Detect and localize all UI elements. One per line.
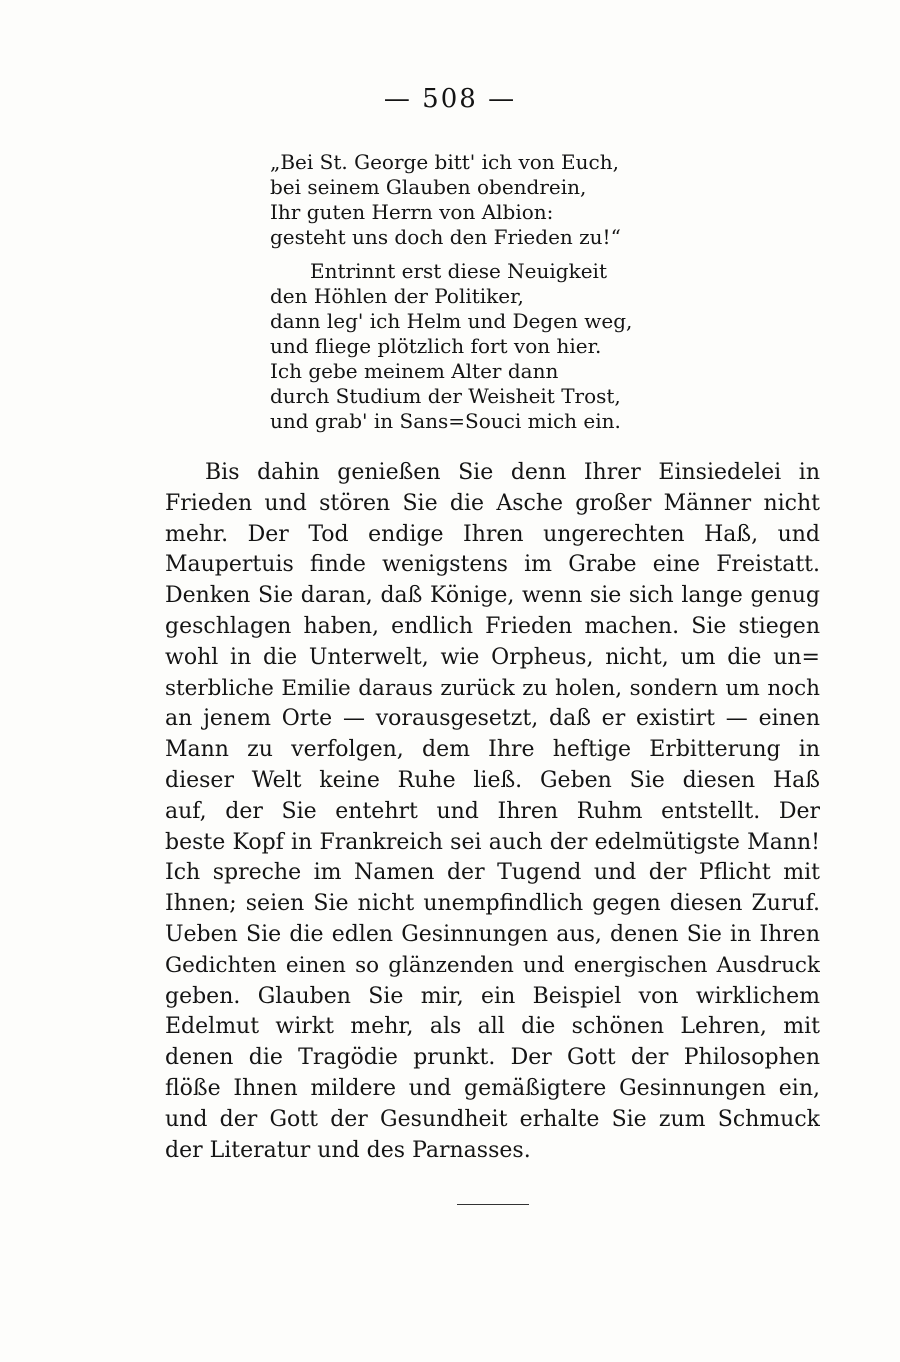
end-rule (457, 1204, 529, 1205)
prose-line: denen die Tragödie prunkt. Der Gott der Philosophen (165, 1045, 820, 1071)
prose-line: Edelmut wirkt mehr, als all die schönen Lehren, mit (165, 1014, 820, 1040)
verse-line: Entrinnt erst diese Neuigkeit (310, 259, 607, 283)
prose-line: mehr. Der Tod endige Ihren ungerechten Haß, und (165, 521, 820, 547)
prose-line: der Literatur und des Parnasses. (165, 1137, 531, 1163)
verse-line: dann leg' ich Helm und Degen weg, (270, 309, 633, 333)
prose-line: und der Gott der Gesundheit erhalte Sie zum Schmuck (165, 1106, 820, 1132)
prose-line: wohl in die Unterwelt, wie Orpheus, nicht, um die un= (165, 644, 820, 670)
prose-line: geschlagen haben, endlich Frieden machen. Sie stiegen (165, 613, 820, 639)
prose-line: an jenem Orte — vorausgesetzt, daß er existirt — einen (165, 706, 820, 732)
prose-line: Mann zu verfolgen, dem Ihre heftige Erbitterung in (165, 737, 820, 763)
prose-line: Gedichten einen so glänzenden und energischen Ausdruck (165, 952, 820, 978)
page-number: — 508 — (383, 84, 517, 114)
verse-line: bei seinem Glauben obendrein, (270, 175, 587, 199)
verse-line: den Höhlen der Politiker, (270, 284, 524, 308)
prose-line: Bis dahin genießen Sie denn Ihrer Einsiedelei in (205, 460, 820, 485)
prose-line: dieser Welt keine Ruhe ließ. Geben Sie diesen Haß (165, 767, 820, 793)
verse-stanza-2 (270, 259, 690, 434)
verse-line: „Bei St. George bitt' ich von Euch, (270, 150, 619, 174)
prose-line: flöße Ihnen mildere und gemäßigtere Gesinnungen ein, (165, 1075, 820, 1101)
verse-line: Ihr guten Herrn von Albion: (270, 200, 554, 224)
prose-line: beste Kopf in Frankreich sei auch der edelmütigste Mann! (165, 829, 820, 855)
prose-line: Frieden und stören Sie die Asche großer Männer nicht (165, 490, 820, 516)
prose-line: Maupertuis finde wenigstens im Grabe eine Freistatt. (165, 552, 820, 578)
prose-line: Ihnen; seien Sie nicht unempfindlich gegen diesen Zuruf. (165, 891, 820, 917)
prose-line: Ueben Sie die edlen Gesinnungen aus, denen Sie in Ihren (165, 921, 820, 947)
prose-line: Ich spreche im Namen der Tugend und der Pflicht mit (165, 860, 820, 886)
verse-line: Ich gebe meinem Alter dann (270, 359, 559, 383)
prose-paragraph (165, 458, 820, 1166)
prose-line: geben. Glauben Sie mir, ein Beispiel von wirklichem (165, 983, 820, 1009)
verse-line: und grab' in Sans=Souci mich ein. (270, 409, 621, 433)
prose-line: auf, der Sie entehrt und Ihren Ruhm entstellt. Der (165, 798, 820, 824)
verse-line: durch Studium der Weisheit Trost, (270, 384, 621, 408)
verse-line: gesteht uns doch den Frieden zu!“ (270, 225, 621, 249)
prose-line: Denken Sie daran, daß Könige, wenn sie sich lange genug (165, 583, 820, 609)
verse-line: und fliege plötzlich fort von hier. (270, 334, 602, 358)
prose-line: sterbliche Emilie daraus zurück zu holen, sondern um noch (165, 675, 820, 701)
verse-stanza-1 (270, 150, 690, 250)
